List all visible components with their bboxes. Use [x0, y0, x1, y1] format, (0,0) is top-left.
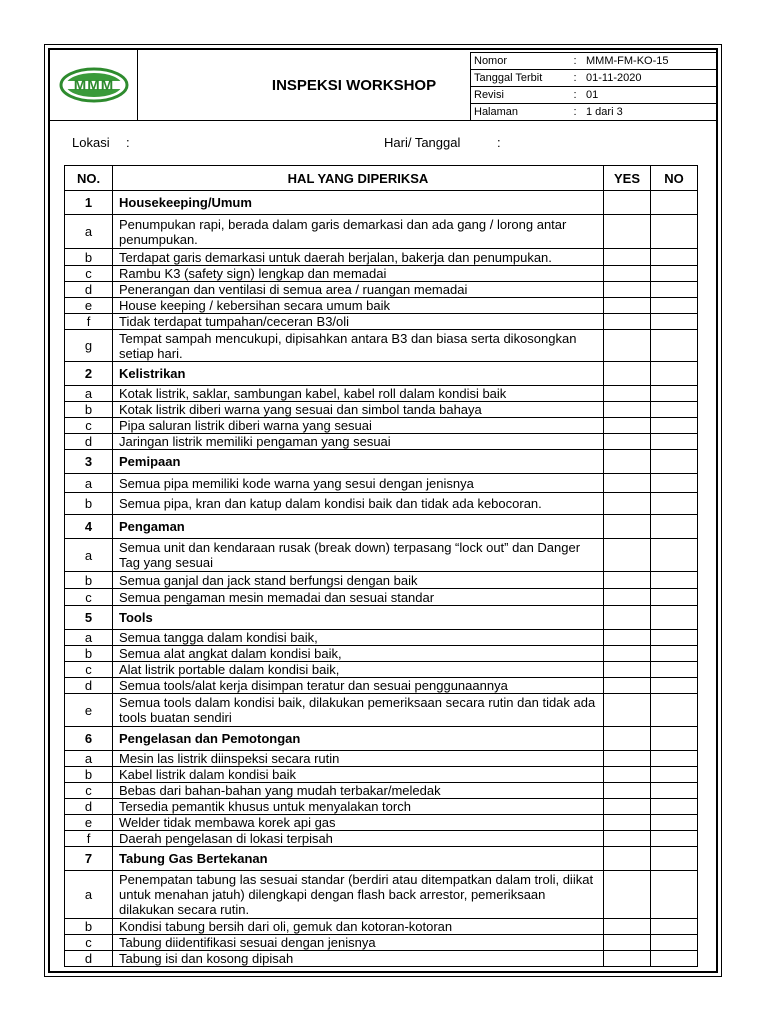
meta-row	[471, 53, 718, 70]
table-row	[65, 919, 698, 935]
item-text: Kondisi tabung bersih dari oli, gemuk dan kotoran-kotoran	[113, 919, 604, 935]
no-checkbox-cell[interactable]	[651, 727, 698, 751]
section-title: Housekeeping/Umum	[113, 191, 604, 215]
item-letter: d	[65, 434, 113, 450]
item-text: Tidak terdapat tumpahan/ceceran B3/oli	[113, 314, 604, 330]
yes-checkbox-cell[interactable]	[604, 402, 651, 418]
item-letter: d	[65, 282, 113, 298]
no-checkbox-cell[interactable]	[651, 919, 698, 935]
yes-checkbox-cell[interactable]	[604, 266, 651, 282]
item-text: Semua alat angkat dalam kondisi baik,	[113, 646, 604, 662]
table-row	[65, 815, 698, 831]
table-row	[65, 402, 698, 418]
yes-checkbox-cell[interactable]	[604, 847, 651, 871]
table-row	[65, 474, 698, 493]
table-row	[65, 662, 698, 678]
yes-checkbox-cell[interactable]	[604, 191, 651, 215]
header-divider	[50, 120, 716, 121]
no-checkbox-cell[interactable]	[651, 402, 698, 418]
meta-label: Tanggal Terbit	[471, 70, 568, 87]
no-checkbox-cell[interactable]	[651, 767, 698, 783]
yes-checkbox-cell[interactable]	[604, 935, 651, 951]
no-checkbox-cell[interactable]	[651, 362, 698, 386]
item-text: Pipa saluran listrik diberi warna yang sesuai	[113, 418, 604, 434]
no-checkbox-cell[interactable]	[651, 815, 698, 831]
logo-text: MMM	[73, 77, 115, 94]
meta-value: 01	[583, 87, 718, 104]
meta-row	[471, 70, 718, 87]
no-checkbox-cell[interactable]	[651, 434, 698, 450]
document-meta-table	[470, 52, 718, 121]
yes-checkbox-cell[interactable]	[604, 951, 651, 967]
item-text: Penerangan dan ventilasi di semua area / ruangan memadai	[113, 282, 604, 298]
item-text: Tabung isi dan kosong dipisah	[113, 951, 604, 967]
yes-checkbox-cell[interactable]	[604, 282, 651, 298]
section-title: Pengelasan dan Pemotongan	[113, 727, 604, 751]
yes-checkbox-cell[interactable]	[604, 767, 651, 783]
yes-checkbox-cell[interactable]	[604, 799, 651, 815]
item-letter: g	[65, 330, 113, 362]
table-row	[65, 831, 698, 847]
item-letter: a	[65, 630, 113, 646]
item-letter: e	[65, 694, 113, 727]
section-row	[65, 191, 698, 215]
no-checkbox-cell[interactable]	[651, 831, 698, 847]
no-checkbox-cell[interactable]	[651, 282, 698, 298]
item-text: Tempat sampah mencukupi, dipisahkan antara B3 dan biasa serta dikosongkan setiap hari.	[113, 330, 604, 362]
meta-value: 1 dari 3	[583, 104, 718, 121]
no-checkbox-cell[interactable]	[651, 539, 698, 572]
yes-checkbox-cell[interactable]	[604, 330, 651, 362]
yes-checkbox-cell[interactable]	[604, 493, 651, 515]
item-text: Semua tangga dalam kondisi baik,	[113, 630, 604, 646]
yes-checkbox-cell[interactable]	[604, 694, 651, 727]
lokasi-separator: :	[126, 135, 130, 150]
meta-value: 01-11-2020	[583, 70, 718, 87]
no-checkbox-cell[interactable]	[651, 694, 698, 727]
meta-label: Halaman	[471, 104, 568, 121]
section-number: 1	[65, 191, 113, 215]
item-letter: c	[65, 783, 113, 799]
hari-tanggal-label: Hari/ Tanggal	[384, 135, 461, 150]
no-checkbox-cell[interactable]	[651, 678, 698, 694]
table-row	[65, 783, 698, 799]
table-row	[65, 572, 698, 589]
item-text: Semua pipa, kran dan katup dalam kondisi baik dan tidak ada kebocoran.	[113, 493, 604, 515]
no-checkbox-cell[interactable]	[651, 662, 698, 678]
item-letter: d	[65, 678, 113, 694]
yes-checkbox-cell[interactable]	[604, 646, 651, 662]
yes-checkbox-cell[interactable]	[604, 783, 651, 799]
item-text: Bebas dari bahan-bahan yang mudah terbakar/meledak	[113, 783, 604, 799]
item-letter: d	[65, 951, 113, 967]
yes-checkbox-cell[interactable]	[604, 831, 651, 847]
meta-separator: :	[567, 53, 583, 70]
form-title: INSPEKSI WORKSHOP	[271, 76, 437, 94]
item-text: Kotak listrik, saklar, sambungan kabel, kabel roll dalam kondisi baik	[113, 386, 604, 402]
item-letter: f	[65, 314, 113, 330]
table-row	[65, 951, 698, 967]
yes-checkbox-cell[interactable]	[604, 362, 651, 386]
meta-separator: :	[567, 70, 583, 87]
yes-checkbox-cell[interactable]	[604, 386, 651, 402]
item-text: Semua pengaman mesin memadai dan sesuai standar	[113, 589, 604, 606]
no-checkbox-cell[interactable]	[651, 474, 698, 493]
yes-checkbox-cell[interactable]	[604, 215, 651, 249]
item-text: Semua unit dan kendaraan rusak (break down) terpasang “lock out” dan Danger Tag yang sesuai	[113, 539, 604, 572]
no-checkbox-cell[interactable]	[651, 589, 698, 606]
item-letter: b	[65, 249, 113, 266]
inspection-checklist-table	[64, 165, 698, 967]
no-checkbox-cell[interactable]	[651, 493, 698, 515]
yes-checkbox-cell[interactable]	[604, 727, 651, 751]
yes-checkbox-cell[interactable]	[604, 314, 651, 330]
item-text: Daerah pengelasan di lokasi terpisah	[113, 831, 604, 847]
item-letter: a	[65, 386, 113, 402]
item-letter: c	[65, 266, 113, 282]
no-checkbox-cell[interactable]	[651, 935, 698, 951]
yes-checkbox-cell[interactable]	[604, 434, 651, 450]
item-letter: a	[65, 751, 113, 767]
item-text: Alat listrik portable dalam kondisi baik,	[113, 662, 604, 678]
meta-separator: :	[567, 104, 583, 121]
no-checkbox-cell[interactable]	[651, 783, 698, 799]
table-row	[65, 386, 698, 402]
table-row	[65, 589, 698, 606]
item-text: Mesin las listrik diinspeksi secara rutin	[113, 751, 604, 767]
item-letter: b	[65, 767, 113, 783]
table-row	[65, 298, 698, 314]
item-letter: a	[65, 215, 113, 249]
item-text: House keeping / kebersihan secara umum baik	[113, 298, 604, 314]
item-text: Jaringan listrik memiliki pengaman yang sesuai	[113, 434, 604, 450]
yes-checkbox-cell[interactable]	[604, 678, 651, 694]
meta-label: Revisi	[471, 87, 568, 104]
item-text: Kotak listrik diberi warna yang sesuai dan simbol tanda bahaya	[113, 402, 604, 418]
item-letter: a	[65, 871, 113, 919]
item-text: Welder tidak membawa korek api gas	[113, 815, 604, 831]
yes-checkbox-cell[interactable]	[604, 606, 651, 630]
yes-checkbox-cell[interactable]	[604, 572, 651, 589]
section-title: Kelistrikan	[113, 362, 604, 386]
no-checkbox-cell[interactable]	[651, 630, 698, 646]
no-checkbox-cell[interactable]	[651, 266, 698, 282]
lokasi-label: Lokasi	[72, 135, 110, 150]
section-title: Tools	[113, 606, 604, 630]
no-checkbox-cell[interactable]	[651, 847, 698, 871]
no-checkbox-cell[interactable]	[651, 646, 698, 662]
item-text: Semua tools/alat kerja disimpan teratur dan sesuai penggunaannya	[113, 678, 604, 694]
table-row	[65, 493, 698, 515]
table-row	[65, 282, 698, 298]
item-text: Tabung diidentifikasi sesuai dengan jenisnya	[113, 935, 604, 951]
yes-checkbox-cell[interactable]	[604, 871, 651, 919]
item-text: Semua tools dalam kondisi baik, dilakukan pemeriksaan secara rutin dan tidak ada tools buatan sendiri	[113, 694, 604, 727]
table-row	[65, 767, 698, 783]
yes-checkbox-cell[interactable]	[604, 589, 651, 606]
item-letter: b	[65, 493, 113, 515]
meta-label: Nomor	[471, 53, 568, 70]
section-row	[65, 450, 698, 474]
meta-value: MMM-FM-KO-15	[583, 53, 718, 70]
header-no-col: NO	[651, 166, 698, 191]
section-number: 4	[65, 515, 113, 539]
item-letter: a	[65, 539, 113, 572]
table-row	[65, 678, 698, 694]
item-text: Semua pipa memiliki kode warna yang sesui dengan jenisnya	[113, 474, 604, 493]
no-checkbox-cell[interactable]	[651, 799, 698, 815]
section-row	[65, 847, 698, 871]
section-number: 3	[65, 450, 113, 474]
table-row	[65, 539, 698, 572]
no-checkbox-cell[interactable]	[651, 298, 698, 314]
table-row	[65, 935, 698, 951]
meta-separator: :	[567, 87, 583, 104]
header-item: HAL YANG DIPERIKSA	[113, 166, 604, 191]
no-checkbox-cell[interactable]	[651, 249, 698, 266]
item-letter: b	[65, 646, 113, 662]
logo-cell	[50, 50, 138, 120]
no-checkbox-cell[interactable]	[651, 606, 698, 630]
table-row	[65, 314, 698, 330]
table-row	[65, 215, 698, 249]
no-checkbox-cell[interactable]	[651, 515, 698, 539]
no-checkbox-cell[interactable]	[651, 951, 698, 967]
yes-checkbox-cell[interactable]	[604, 815, 651, 831]
item-letter: b	[65, 402, 113, 418]
no-checkbox-cell[interactable]	[651, 572, 698, 589]
section-number: 5	[65, 606, 113, 630]
yes-checkbox-cell[interactable]	[604, 515, 651, 539]
item-text: Rambu K3 (safety sign) lengkap dan memadai	[113, 266, 604, 282]
yes-checkbox-cell[interactable]	[604, 450, 651, 474]
yes-checkbox-cell[interactable]	[604, 298, 651, 314]
item-letter: c	[65, 418, 113, 434]
section-row	[65, 606, 698, 630]
section-row	[65, 727, 698, 751]
table-row	[65, 249, 698, 266]
item-letter: c	[65, 589, 113, 606]
table-row	[65, 630, 698, 646]
table-row	[65, 694, 698, 727]
company-logo	[50, 50, 138, 120]
item-text: Penumpukan rapi, berada dalam garis demarkasi dan ada gang / lorong antar penumpukan.	[113, 215, 604, 249]
item-letter: a	[65, 474, 113, 493]
yes-checkbox-cell[interactable]	[604, 474, 651, 493]
table-row	[65, 266, 698, 282]
no-checkbox-cell[interactable]	[651, 215, 698, 249]
table-row	[65, 799, 698, 815]
no-checkbox-cell[interactable]	[651, 751, 698, 767]
no-checkbox-cell[interactable]	[651, 191, 698, 215]
no-checkbox-cell[interactable]	[651, 418, 698, 434]
section-number: 7	[65, 847, 113, 871]
section-title: Tabung Gas Bertekanan	[113, 847, 604, 871]
item-letter: c	[65, 935, 113, 951]
section-title: Pengaman	[113, 515, 604, 539]
meta-row	[471, 104, 718, 121]
item-letter: c	[65, 662, 113, 678]
hari-tanggal-separator: :	[497, 135, 501, 150]
no-checkbox-cell[interactable]	[651, 386, 698, 402]
yes-checkbox-cell[interactable]	[604, 662, 651, 678]
item-text: Terdapat garis demarkasi untuk daerah berjalan, bakerja dan penumpukan.	[113, 249, 604, 266]
meta-row	[471, 87, 718, 104]
item-letter: b	[65, 919, 113, 935]
table-row	[65, 330, 698, 362]
item-text: Tersedia pemantik khusus untuk menyalakan torch	[113, 799, 604, 815]
table-row	[65, 646, 698, 662]
yes-checkbox-cell[interactable]	[604, 751, 651, 767]
item-letter: f	[65, 831, 113, 847]
header-yes: YES	[604, 166, 651, 191]
item-letter: e	[65, 815, 113, 831]
header-no: NO.	[65, 166, 113, 191]
section-title: Pemipaan	[113, 450, 604, 474]
item-letter: d	[65, 799, 113, 815]
table-row	[65, 434, 698, 450]
table-row	[65, 751, 698, 767]
table-row	[65, 418, 698, 434]
section-row	[65, 515, 698, 539]
no-checkbox-cell[interactable]	[651, 330, 698, 362]
yes-checkbox-cell[interactable]	[604, 630, 651, 646]
item-text: Kabel listrik dalam kondisi baik	[113, 767, 604, 783]
no-checkbox-cell[interactable]	[651, 450, 698, 474]
no-checkbox-cell[interactable]	[651, 314, 698, 330]
yes-checkbox-cell[interactable]	[604, 418, 651, 434]
table-row	[65, 871, 698, 919]
section-number: 2	[65, 362, 113, 386]
yes-checkbox-cell[interactable]	[604, 919, 651, 935]
no-checkbox-cell[interactable]	[651, 871, 698, 919]
section-number: 6	[65, 727, 113, 751]
item-text: Penempatan tabung las sesuai standar (berdiri atau ditempatkan dalam troli, diikat untuk menahan jatuh) dilengkapi dengan flash back arrestor, pemeriksaan dilakukan secara rutin.	[113, 871, 604, 919]
yes-checkbox-cell[interactable]	[604, 539, 651, 572]
item-text: Semua ganjal dan jack stand berfungsi dengan baik	[113, 572, 604, 589]
table-header-row	[65, 166, 698, 191]
item-letter: b	[65, 572, 113, 589]
item-letter: e	[65, 298, 113, 314]
section-row	[65, 362, 698, 386]
yes-checkbox-cell[interactable]	[604, 249, 651, 266]
